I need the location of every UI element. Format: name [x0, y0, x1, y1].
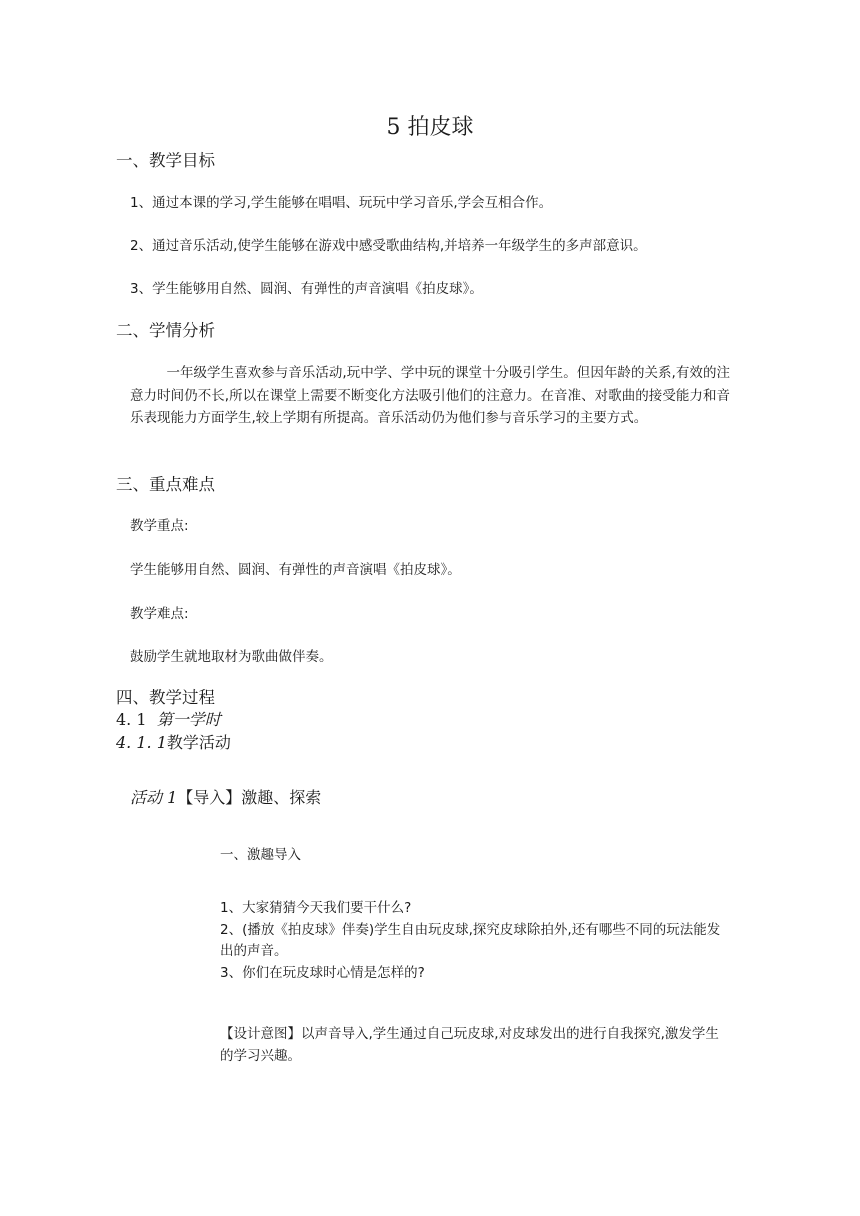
analysis-paragraph: 一年级学生喜欢参与音乐活动,玩中学、学中玩的课堂十分吸引学生。但因年龄的关系,有效的注意力时间仍不长,所以在课堂上需要不断变化方法吸引他们的注意力。在音准、对歌曲的接受能力和音乐表现能力方面学生,较上学期有所提高。音乐活动仍为他们参与音乐学习的主要方式。	[130, 365, 730, 426]
intro-heading: 一、激趣导入	[220, 847, 301, 863]
step-item-2: 2、(播放《拍皮球》伴奏)学生自由玩皮球,探究皮球除拍外,还有哪些不同的玩法能发出的声音。	[220, 921, 721, 959]
document-title: 5 拍皮球	[386, 115, 474, 140]
section-heading-analysis: 二、学情分析	[116, 321, 215, 340]
intro-steps	[220, 898, 732, 984]
focus-text: 学生能够用自然、圆润、有弹性的声音演唱《拍皮球》。	[130, 562, 461, 578]
goal-item-1: 1、通过本课的学习,学生能够在唱唱、玩玩中学习音乐,学会互相合作。	[130, 195, 553, 211]
subsection-4-1-1-label: 教学活动	[166, 733, 231, 752]
activity-prefix: 活动 1	[130, 788, 178, 807]
focus-label: 教学重点:	[130, 518, 189, 534]
subsection-4-1	[116, 709, 221, 731]
activity-heading	[130, 787, 321, 809]
goal-item-3: 3、学生能够用自然、圆润、有弹性的声音演唱《拍皮球》。	[130, 281, 483, 297]
activity-title: 【导入】激趣、探索	[177, 788, 322, 807]
section-heading-process: 四、教学过程	[116, 688, 215, 707]
step-item-3: 3、你们在玩皮球时心情是怎样的?	[220, 964, 425, 981]
goal-item-2: 2、通过音乐活动,使学生能够在游戏中感受歌曲结构,并培养一年级学生的多声部意识。	[130, 238, 647, 254]
section-heading-goals: 一、教学目标	[116, 151, 215, 170]
design-intent: 【设计意图】以声音导入,学生通过自己玩皮球,对皮球发出的进行自我探究,激发学生的学习兴趣。	[220, 1026, 719, 1064]
subsection-4-1-1-number: 4. 1. 1	[116, 733, 167, 752]
subsection-4-1-label: 第一学时	[156, 710, 221, 729]
difficulty-label: 教学难点:	[130, 606, 189, 622]
subsection-4-1-1	[116, 732, 231, 754]
subsection-4-1-number: 4. 1	[116, 710, 147, 729]
difficulty-text: 鼓励学生就地取材为歌曲做伴奏。	[130, 649, 333, 665]
section-heading-keypoints: 三、重点难点	[116, 475, 215, 494]
step-item-1: 1、大家猜猜今天我们要干什么?	[220, 900, 412, 916]
